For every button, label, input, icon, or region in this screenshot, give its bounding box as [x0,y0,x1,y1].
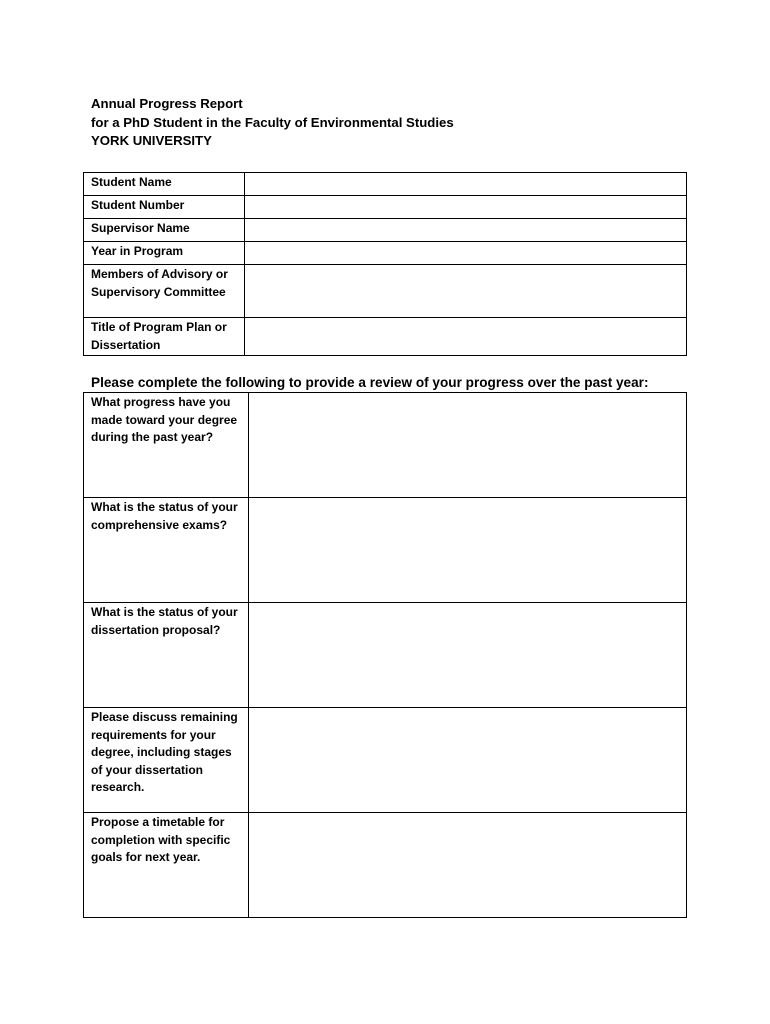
review-row [84,498,687,603]
form-subtitle: for a PhD Student in the Faculty of Environmental Studies [91,114,454,130]
year-in-program-row [84,242,687,265]
year-in-program-field[interactable] [245,242,687,265]
committee-members-field[interactable] [245,265,687,318]
remaining-requirements-answer-field[interactable] [249,708,687,813]
committee-members-row [84,265,687,318]
form-header [91,95,454,151]
student-name-label: Student Name [84,173,245,196]
supervisor-name-label: Supervisor Name [84,219,245,242]
review-row [84,708,687,813]
dissertation-proposal-answer-field[interactable] [249,603,687,708]
progress-answer-field[interactable] [249,393,687,498]
dissertation-proposal-question: What is the status of your dissertation proposal? [84,603,249,708]
student-info-table [83,172,687,356]
progress-review-table [83,392,687,918]
student-number-label: Student Number [84,196,245,219]
program-plan-title-field[interactable] [245,318,687,356]
comprehensive-exams-answer-field[interactable] [249,498,687,603]
student-number-row [84,196,687,219]
timetable-question: Propose a timetable for completion with specific goals for next year. [84,813,249,918]
year-in-program-label: Year in Program [84,242,245,265]
program-plan-title-row [84,318,687,356]
university-name: YORK UNIVERSITY [91,133,212,148]
review-heading: Please complete the following to provide a review of your progress over the past year: [91,375,649,390]
committee-members-label: Members of Advisory or Supervisory Committee [84,265,245,318]
progress-question: What progress have you made toward your degree during the past year? [84,393,249,498]
timetable-answer-field[interactable] [249,813,687,918]
form-title: Annual Progress Report [91,96,243,111]
program-plan-title-label: Title of Program Plan or Dissertation [84,318,245,356]
student-name-field[interactable] [245,173,687,196]
review-row [84,603,687,708]
comprehensive-exams-question: What is the status of your comprehensive exams? [84,498,249,603]
review-row [84,813,687,918]
remaining-requirements-question: Please discuss remaining requirements for your degree, including stages of your dissertation research. [84,708,249,813]
student-number-field[interactable] [245,196,687,219]
supervisor-name-field[interactable] [245,219,687,242]
supervisor-name-row [84,219,687,242]
review-row [84,393,687,498]
student-name-row [84,173,687,196]
